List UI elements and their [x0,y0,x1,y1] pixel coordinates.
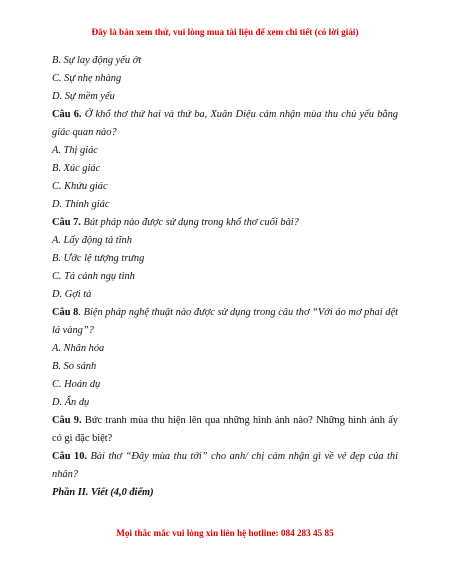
preview-notice-banner: Đây là bản xem thử, vui lòng mua tài liệu để xem chi tiết (có lời giải) [91,27,359,37]
question-7-text: Bút pháp nào được sử dụng trong khổ thơ cuối bài? [80,217,299,228]
question-9-label: Câu 9. [52,415,82,426]
q5-option-c: C. Sự nhẹ nhàng [52,73,122,84]
question-6-label: Câu 6. [52,109,82,120]
q8-option-c: C. Hoán dụ [52,379,101,390]
q7-option-b: B. Ước lệ tượng trưng [52,253,145,264]
question-10-label: Câu 10. [52,451,87,462]
q8-option-b: B. So sánh [52,361,97,372]
question-6-text: Ở khổ thơ thứ hai và thứ ba, Xuân Diệu cảm nhận mùa thu chủ yếu bằng giác quan nào? [52,109,399,138]
question-10-text: Bài thơ “Đây mùa thu tới” cho anh/ chị cảm nhận gì về vẻ đẹp của thi nhân? [52,451,398,480]
q6-option-a: A. Thị giác [52,145,98,156]
q7-option-d: D. Gợi tả [52,289,92,300]
q7-option-c: C. Tả cảnh ngụ tình [52,271,135,282]
question-8 [52,304,398,340]
question-8-label: Câu 8 [52,307,79,318]
question-10 [52,448,398,484]
q6-option-c: C. Khứu giác [52,181,108,192]
hotline-banner: Mọi thắc mắc vui lòng xin liên hệ hotline: 084 283 45 85 [116,528,334,538]
question-6 [52,106,398,142]
section-heading: Phần II. Viết (4,0 điểm) [52,487,154,498]
question-7 [52,214,398,232]
q6-option-d: D. Thính giác [52,199,110,210]
q8-option-a: A. Nhân hóa [52,343,105,354]
question-9-text: Bức tranh mùa thu hiện lên qua những hình ảnh nào? Những hình ảnh ấy có gì đặc biệt? [52,415,399,444]
q8-option-d: D. Ẩn dụ [52,397,90,408]
question-8-text: . Biện pháp nghệ thuật nào được sử dụng trong câu thơ “Với áo mơ phai dệt lá vàng”? [52,307,398,336]
question-9 [52,412,398,448]
question-7-label: Câu 7. [52,217,81,228]
document-body [52,52,398,502]
q6-option-b: B. Xúc giác [52,163,101,174]
q5-option-d: D. Sự mềm yếu [52,91,115,102]
q5-option-b: B. Sự lay động yếu ớt [52,55,142,66]
q7-option-a: A. Lấy động tả tĩnh [52,235,132,246]
